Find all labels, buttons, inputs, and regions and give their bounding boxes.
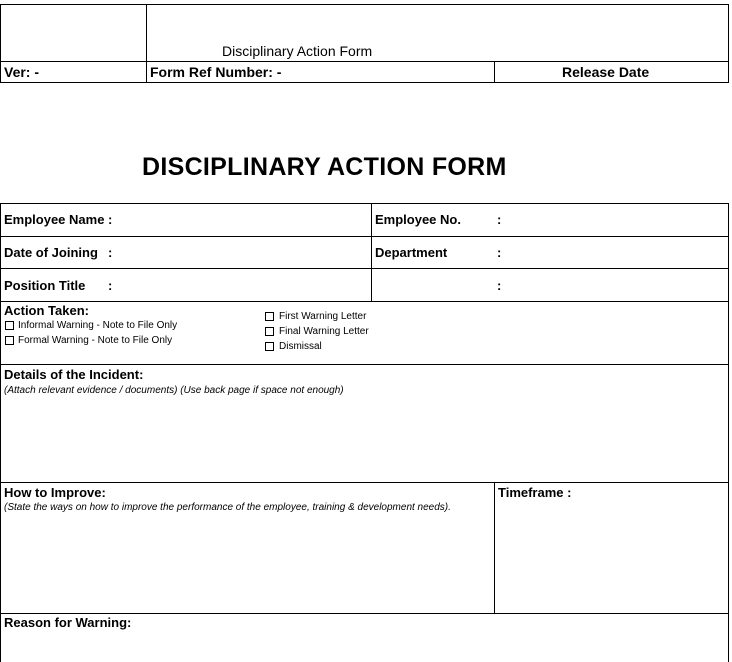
body-left-border xyxy=(0,203,1,662)
dismissal-label: Dismissal xyxy=(279,341,322,352)
employee-name-label: Employee Name xyxy=(4,212,105,227)
timeframe-label: Timeframe : xyxy=(498,485,572,500)
header-divider-2 xyxy=(494,61,495,83)
header-bottom-border xyxy=(0,82,729,83)
row-border-1 xyxy=(0,236,729,237)
final-warning-label: Final Warning Letter xyxy=(279,326,369,337)
department-field[interactable] xyxy=(506,238,726,267)
body-right-border xyxy=(728,203,729,662)
date-of-joining-colon: : xyxy=(108,245,113,260)
position-title-field[interactable] xyxy=(118,270,368,299)
row-border-2 xyxy=(0,268,729,269)
row-border-5 xyxy=(0,482,729,483)
informal-warning-checkbox[interactable] xyxy=(5,321,14,330)
improve-hint: (State the ways on how to improve the performance of the employee, training & development needs). xyxy=(4,502,451,513)
blank-field[interactable] xyxy=(506,270,726,299)
first-warning-checkbox[interactable] xyxy=(265,312,274,321)
date-of-joining-field[interactable] xyxy=(118,238,368,267)
employee-no-label: Employee No. xyxy=(375,212,461,227)
incident-label: Details of the Incident: xyxy=(4,367,144,382)
department-label: Department xyxy=(375,245,448,260)
form-ref-label: Form Ref Number: - xyxy=(150,64,282,80)
final-warning-checkbox[interactable] xyxy=(265,327,274,336)
incident-hint: (Attach relevant evidence / documents) (Use back page if space not enough) xyxy=(4,385,344,396)
form-title: Disciplinary Action Form xyxy=(222,43,373,59)
reason-label: Reason for Warning: xyxy=(4,615,132,630)
position-title-label: Position Title xyxy=(4,278,86,293)
department-colon: : xyxy=(497,245,502,260)
employee-name-field[interactable] xyxy=(118,205,368,234)
header-top-border xyxy=(0,4,729,5)
dismissal-checkbox[interactable] xyxy=(265,342,274,351)
header-mid-border xyxy=(0,61,729,62)
improve-field[interactable] xyxy=(2,517,492,611)
formal-warning-checkbox[interactable] xyxy=(5,336,14,345)
action-taken-label: Action Taken: xyxy=(4,303,89,318)
timeframe-field[interactable] xyxy=(497,503,726,611)
employee-no-field[interactable] xyxy=(506,205,726,234)
row-border-3 xyxy=(0,301,729,302)
body-top-border xyxy=(0,203,729,204)
reason-field[interactable] xyxy=(2,633,726,661)
header-right-border xyxy=(728,4,729,83)
fields-divider xyxy=(371,203,372,301)
incident-details-field[interactable] xyxy=(2,400,726,480)
page-title: DISCIPLINARY ACTION FORM xyxy=(142,153,507,181)
row-border-6 xyxy=(0,613,729,614)
timeframe-divider xyxy=(494,482,495,613)
employee-name-colon: : xyxy=(108,212,113,227)
informal-warning-label: Informal Warning - Note to File Only xyxy=(18,320,178,331)
header-left-border xyxy=(0,4,1,83)
release-date-label: Release Date xyxy=(562,64,650,80)
position-title-colon: : xyxy=(108,278,113,293)
header-divider-1 xyxy=(146,4,147,83)
formal-warning-label: Formal Warning - Note to File Only xyxy=(18,335,173,346)
first-warning-label: First Warning Letter xyxy=(279,311,367,322)
date-of-joining-label: Date of Joining xyxy=(4,245,98,260)
version-label: Ver: - xyxy=(4,64,40,80)
blank-field-colon: : xyxy=(497,278,502,293)
employee-no-colon: : xyxy=(497,212,502,227)
improve-label: How to Improve: xyxy=(4,485,106,500)
row-border-4 xyxy=(0,364,729,365)
